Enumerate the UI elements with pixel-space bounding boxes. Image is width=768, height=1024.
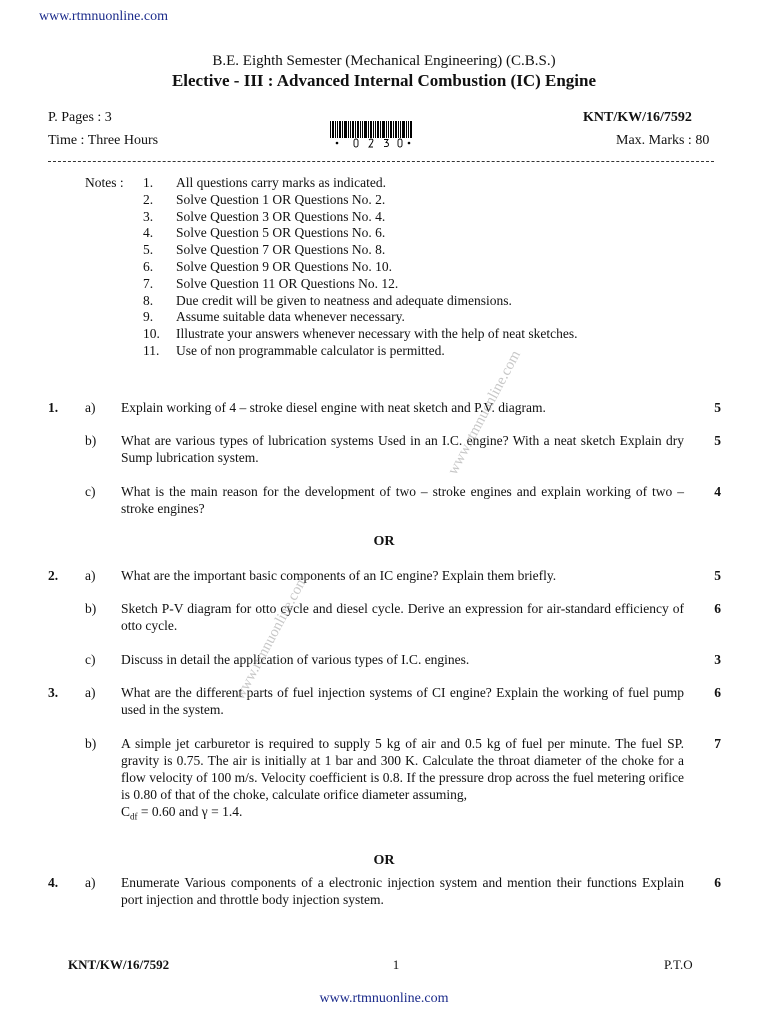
- question-text: Discuss in detail the application of various types of I.C. engines.: [121, 652, 470, 667]
- part-letter: b): [85, 736, 97, 751]
- question-marks: 4: [714, 484, 721, 499]
- note-item: 5. Solve Question 7 OR Questions No. 8.: [143, 242, 386, 258]
- part-letter: c): [85, 484, 96, 499]
- site-url-footer: www.rtmnuonline.com: [319, 991, 449, 1006]
- question-marks: 5: [714, 568, 721, 583]
- note-item: 11. Use of non programmable calculator is permitted.: [143, 342, 445, 358]
- note-item: 7. Solve Question 11 OR Questions No. 12.: [143, 275, 399, 291]
- part-letter: a): [85, 685, 96, 700]
- notes-label: Notes :: [85, 175, 124, 190]
- question-number: 3.: [48, 685, 59, 700]
- watermark: www.rtmnuonline.com: [232, 573, 311, 703]
- part-letter: b): [85, 433, 97, 448]
- course-title: B.E. Eighth Semester (Mechanical Engineering) (C.B.S.): [212, 53, 556, 69]
- part-letter: a): [85, 400, 96, 415]
- barcode-caption: [334, 138, 412, 148]
- or-separator: OR: [373, 534, 395, 549]
- question-marks: 6: [714, 685, 721, 700]
- site-url-header: www.rtmnuonline.com: [39, 9, 168, 24]
- part-letter: a): [85, 568, 96, 583]
- note-item: 8. Due credit will be given to neatness and adequate dimensions.: [143, 292, 512, 308]
- note-item: 10. Illustrate your answers whenever necessary with the help of neat sketches.: [143, 326, 578, 342]
- question-text: What are the important basic components of an IC engine? Explain them briefly.: [121, 568, 557, 583]
- subject-title: Elective - III : Advanced Internal Combustion (IC) Engine: [171, 71, 597, 90]
- question-text: Enumerate Various components of a electronic injection system and mention their functions Explain port injection and throttle body injection system.: [121, 875, 684, 907]
- max-marks: Max. Marks : 80: [616, 133, 710, 148]
- question-text: Sketch P-V diagram for otto cycle and diesel cycle. Derive an expression for air-standard efficiency of otto cycle.: [121, 601, 684, 633]
- note-item: 9. Assume suitable data whenever necessary.: [143, 309, 405, 325]
- equation: $C_{df} = 0.60$ and γ = 1.4.: [121, 804, 243, 822]
- question-marks: 3: [714, 652, 721, 667]
- question-marks: 5: [714, 400, 721, 415]
- question-text: Explain working of 4 – stroke diesel engine with neat sketch and P.V. diagram.: [121, 400, 546, 415]
- question-text: What are the different parts of fuel injection systems of CI engine? Explain the working of fuel pump used in the system.: [121, 685, 684, 717]
- question-number: 1.: [48, 400, 59, 415]
- part-letter: b): [85, 601, 97, 616]
- notes-list: [143, 175, 577, 360]
- question-marks: 7: [714, 736, 721, 751]
- note-item: 1. All questions carry marks as indicated.: [143, 175, 386, 190]
- or-separator: OR: [373, 853, 395, 868]
- question-text: What is the main reason for the development of two – stroke engines and explain working of two – stroke engines?: [121, 484, 684, 516]
- question-text: [121, 735, 684, 826]
- exam-duration: Time : Three Hours: [48, 133, 159, 148]
- header-divider: [48, 161, 714, 162]
- question-marks: 6: [714, 601, 721, 616]
- part-letter: c): [85, 652, 96, 667]
- question-marks: 6: [714, 875, 721, 890]
- question-text: What are various types of lubrication systems Used in an I.C. engine? With a neat sketch Explain dry Sump lubrication system.: [121, 433, 684, 465]
- note-item: 2. Solve Question 1 OR Questions No. 2.: [143, 191, 386, 207]
- paper-code: KNT/KW/16/7592: [583, 110, 692, 125]
- question-marks: 5: [714, 433, 721, 448]
- page-number: 1: [392, 957, 400, 972]
- pto-label: P.T.O: [664, 957, 693, 972]
- watermark: www.rtmnuonline.com: [445, 348, 524, 478]
- note-item: 3. Solve Question 3 OR Questions No. 4.: [143, 208, 386, 224]
- question-number: 2.: [48, 568, 59, 583]
- question-number: 4.: [48, 875, 59, 890]
- footer-paper-code: KNT/KW/16/7592: [68, 957, 170, 972]
- question-body: A simple jet carburetor is required to supply 5 kg of air and 0.5 kg of fuel per minute. The fuel SP. gravity is 0.75. The air is initially at 1 bar and 300 K. Calculate the throat diameter of the choke for a flow velocity of 100 m/s. Velocity coefficient is 0.8. If the pressure drop across the fuel metering orifice is 0.80 of that of the choke, calculate orifice diameter assuming,: [121, 736, 684, 802]
- barcode: [330, 121, 412, 138]
- part-letter: a): [85, 875, 96, 890]
- page-count: P. Pages : 3: [48, 110, 112, 125]
- note-item: 4. Solve Question 5 OR Questions No. 6.: [143, 225, 386, 241]
- note-item: 6. Solve Question 9 OR Questions No. 10.: [143, 258, 392, 274]
